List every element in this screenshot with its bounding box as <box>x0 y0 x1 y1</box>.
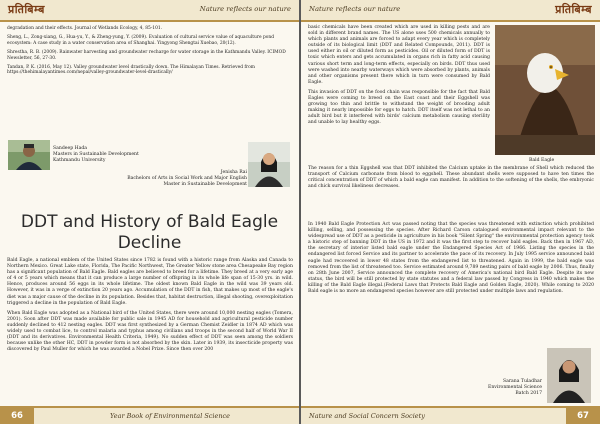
author-batch: Batch 2017 <box>515 391 542 396</box>
reference-item: Tandan, P. K. (2016, May 12). Valley groundwater level drastically down. The Himalayan Times. Retrieved from https://thehimalayantimes.com/nepal/valley-groundwater-level-drastically/ <box>7 64 255 76</box>
article-body-left <box>7 258 293 353</box>
right-footer <box>301 406 600 424</box>
bald-eagle-photo <box>495 25 595 155</box>
article-body-right-top <box>308 25 490 127</box>
body-paragraph: The reason for a thin Eggshell was that DDT inhibited the Calcium uptake in the membrane of Shell which reduced the transport of Calcium carbonate from blood to eggshell. These abundant shells were supposed to have ten times the critical concentration of DDT of which a bald eagle can manifest. In addition to the softening of the shells, the embryonic and chick survival likeliness decreases. <box>308 166 594 190</box>
eagle-caption: Bald Eagle <box>529 158 555 163</box>
page-number: 66 <box>0 408 34 424</box>
portrait-image <box>8 140 50 170</box>
body-paragraph: In 1940 Bald Eagle Protection Act was passed noting that the species was threatened with extinction which prohibited killing, selling, and possessing the species. After Richard Carson catalogued environmental impact relevant to the widespread use of DDT as a pesticide in agriculture in his book "Silent Spring" the environmental protection agency took a historic step of banning DDT in the US in 1972 and it was the first step to recover bald eagles. Back then in 1967 AD, the secretary of interior listed bald eagle under the Endangered Species Act of 1966. Listing the species in the endangered list forced Service and its partner to accelerate the pace of its recovery. In July 1995 service announced bald eagle had recovered in lower 48 states from the endangered list to threatened. Again in 1999, the bald eagle was removed from the list of threatened too. Service estimated around 9,789 nesting pairs of bald eagle by 2006. Thus, finally on 28th June 2007, Service announced the complete recovery of America's national bird Bald Eagle. Despite its new status, the bird will be still protected by state statutes and a federal law passed by Congress in 1940 which makes the killing of the Bald Eagle illegal.(Federal Laws that Protects Bald Eagle and Golden Eagle, 2020). While coming to 2020 Bald eagle is no more an endangered species however are still protected under multiple laws and regulation. <box>308 222 594 295</box>
article-title: DDT and History of Bald Eagle Decline <box>20 212 279 253</box>
reference-item: degradation and their effects. Journal of Wetlands Ecology, 4, 85-101. <box>7 26 163 31</box>
magazine-logo: प्रतिबिम्ब <box>8 3 45 16</box>
body-paragraph: basic chemicals have been created which are used in killing pests and are sold in different brand names. The US alone uses 500 chemicals annually to which plants and animals are forced to adapt every year which is completely outside of its biological limit (DDT and Related Compounds, 2011). DDT is used either in oil or diluted form as pesticides. Oil or diluted form of DDT is toxic which enters and gets accumulated in organs rich in fatty acid causing various short term and long-term effects, especially on birds. DDT thus used were washed into nearby waterways which were absorbed by plants, animals and other organisms present there which in turn were consumed by Bald Eagle. <box>308 25 490 85</box>
reference-item: Sheng, L., Zong-xiang, G., Hua-yu, Y., & Zheng-yung, Y. (2009). Evaluation of cultural service value of aquaculture pond ecosystem: A case study in a water conservation area of Shanghai. Yingyong Shengtai Xuebao, 20(12). <box>7 34 275 46</box>
author-caption-sarana <box>488 379 542 397</box>
body-paragraph: When Bald Eagle was adopted as a National bird of the United States, there were around 10,000 nesting eagles (Tomera, 2001). Soon after DDT was made available for public sale in 1945 AD for household and agricultural pesticide number suddenly declined to 412 nesting eagles. DDT was first synthesized by a German Chemist Zeidler in 1874 AD which was widely used to combat lice, to control malaria and typhus among civilians and troops in the second half of World War II (DDT and its derivatives. Environmental Health Criteria, 1949). No sudden effect of DDT was seen among the soldiers because unlike the other HC, DDT in powder form is not absorbed by the skin. Later in 1939, its insecticide property was discovered by Paul Muller for which he was awarded a Nobel Prize. Since then over 200 <box>7 310 293 353</box>
portrait-image <box>248 142 290 187</box>
references <box>7 26 293 76</box>
portrait-image <box>547 348 591 403</box>
author-photo-sandeep <box>8 140 50 170</box>
right-header <box>301 0 600 22</box>
author-institution: Kathmandu University <box>53 158 106 163</box>
author-photo-jenisha <box>248 142 290 187</box>
author-caption-jenisha <box>127 170 247 188</box>
author-degree: Bachelors of Arts in Social Work and Major English <box>127 176 247 181</box>
footer-title: Nature and Social Concern Society <box>309 412 425 420</box>
eagle-image <box>495 25 595 155</box>
author-name: Sandeep Hada <box>53 146 88 151</box>
left-footer <box>0 406 299 424</box>
author-program: Master in Sustainable Development <box>163 182 247 187</box>
author-photo-sarana <box>547 348 591 403</box>
page-number: 67 <box>566 408 600 424</box>
right-page <box>301 0 600 424</box>
author-caption-sandeep <box>53 146 139 164</box>
author-department: Environmental Science <box>487 385 542 390</box>
left-page <box>0 0 299 424</box>
reference-item: Shrestha, R. B. (2009). Rainwater harvesting and groundwater recharge for water storage in the Kathmandu Valley. ICIMOD Newsletter, 56, 27-30. <box>7 49 286 61</box>
left-header <box>0 0 299 22</box>
author-name: Jenisha Rai <box>220 170 247 175</box>
article-body-right-bottom <box>308 222 594 295</box>
body-paragraph: Bald Eagle, a national emblem of the United States since 1782 is found with a historic range from Alaska and Canada to Northern Mexico. Great Lake state, Florida, The Pacific Northwest, The Greater Yellow stone area Chesapeake Bay region has a significant population of Bald Eagle. Bald eagles are believed to breed for a lifetime. They breed at a very early age of 4 or 5 years which means that it can produce a large number of offspring in its whole life span of 15-30 yrs. in wild. Hence, produces around 56 eggs in its whole lifetime. The oldest known Bald Eagle in the wild was 39 years old. However, it was in a verge of extinction 20 years ago. Accumulation of the DDT in fish, that makes up most of the eagle's diet was a major cause of the decline in its population. Besides that, habitat destruction, illegal shooting, overexploitation triggered a decline in the population of Bald Eagle. <box>7 258 293 306</box>
header-tagline: Nature reflects our nature <box>309 5 401 13</box>
header-tagline: Nature reflects our nature <box>199 5 291 13</box>
body-paragraph: This invasion of DDT on the food chain was responsible for the fact that Bald Eagles were coming to breed on the East coast and their Eggshell was growing too thin and brittle to withstand the weight of brooding adult making it nearly impossible for eggs to hatch. DDT itself was not lethal to an adult bird but it interfered with birds' calcium metabolism causing sterility and unable to lay healthy eggs. <box>308 89 490 126</box>
article-body-right-middle <box>308 166 594 190</box>
footer-title: Year Book of Environmental Science <box>110 412 231 420</box>
magazine-logo: प्रतिबिम्ब <box>555 3 592 16</box>
author-name: Sarana Tuladhar <box>502 379 542 384</box>
author-degree: Masters in Sustainable Development <box>53 152 139 157</box>
